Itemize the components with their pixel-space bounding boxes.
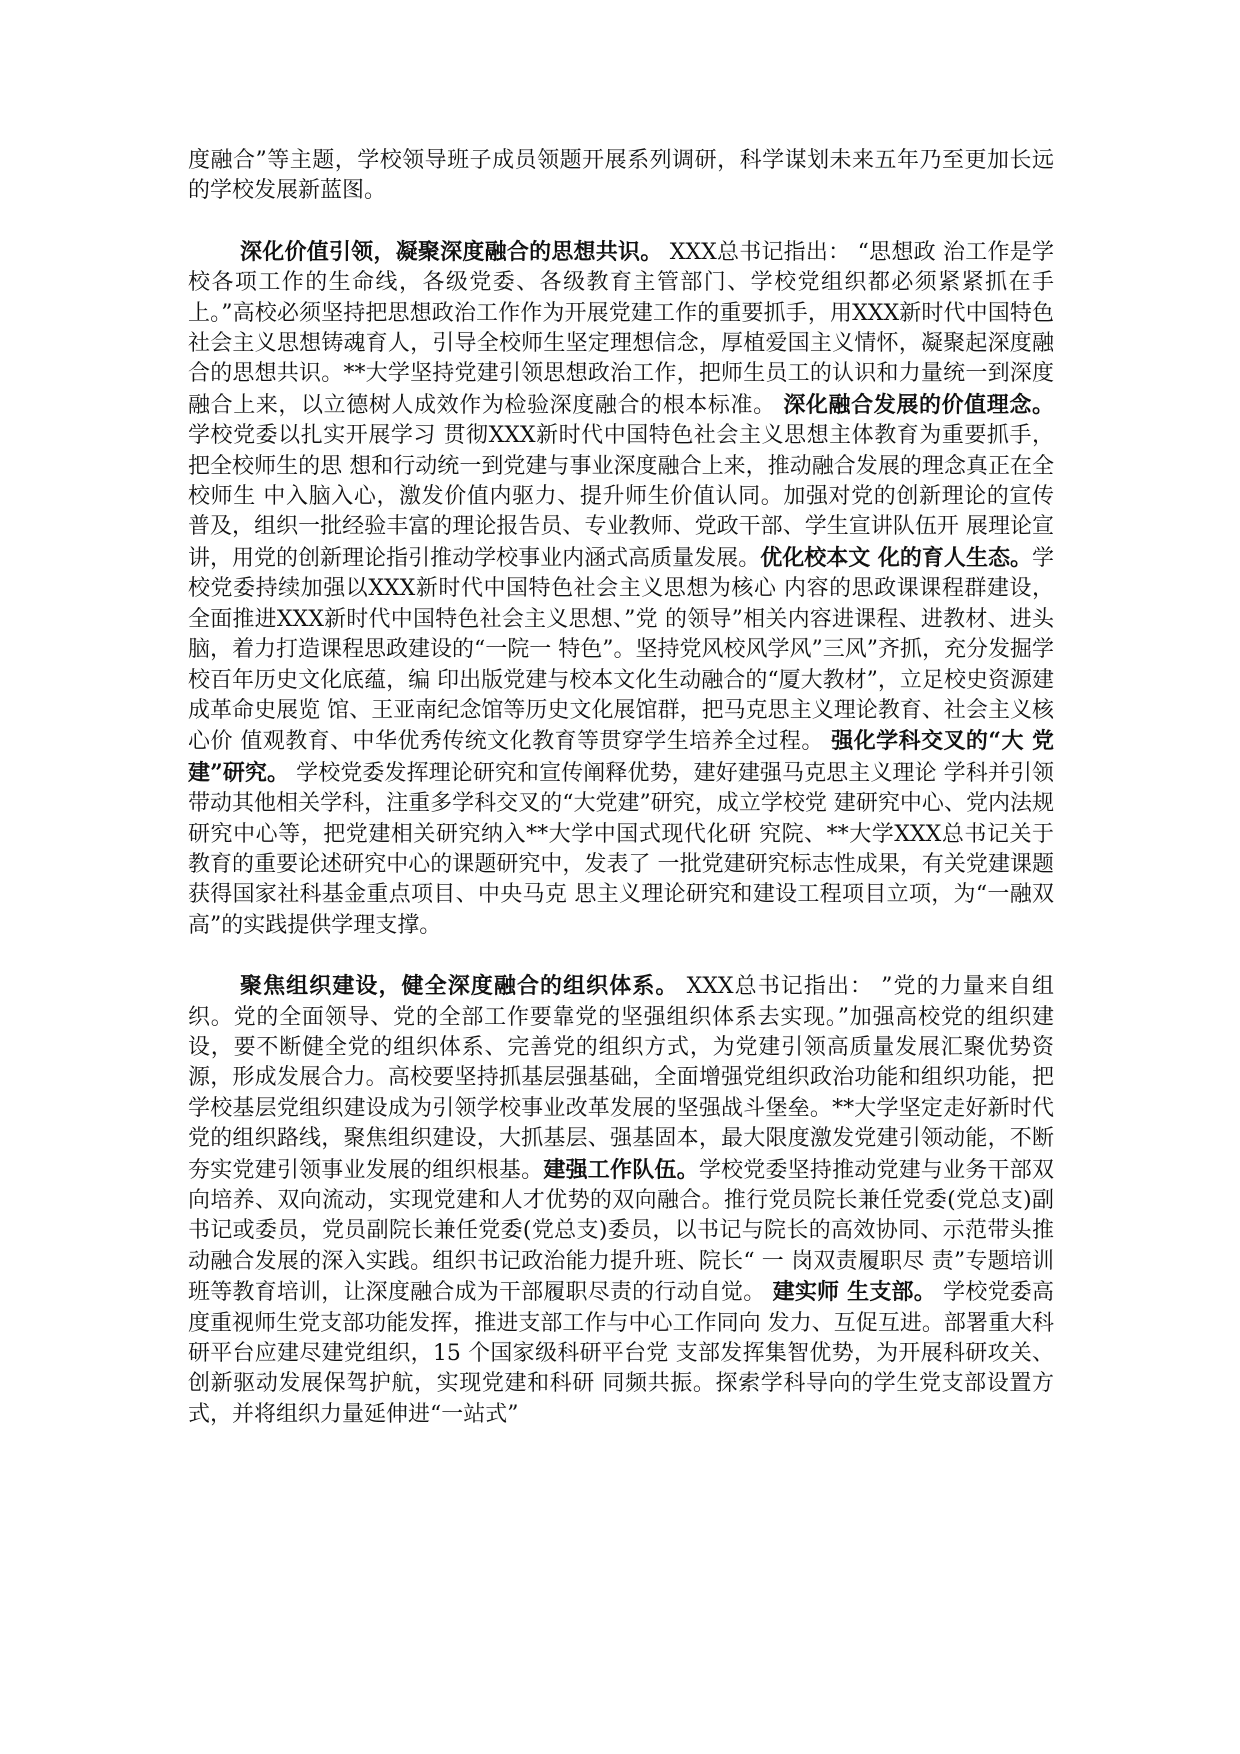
section-heading: 深化融合发展的价值理念。 bbox=[783, 391, 1054, 418]
paragraph-continuation bbox=[188, 146, 1054, 207]
section-heading: 强化学科交叉的“大 党建”研究。 bbox=[188, 728, 1054, 786]
paragraph-text: XXX总书记指出： “思想政 治工作是学校各项工作的生命线，各级党委、各级教育主管部门、学校党组织都必须紧紧抓在手上。”高校必须坚持把思想政治工作作为开展党建工作的重要抓手，用XXX新时代中国特色社会主义思想铸魂育人，引导全校师生坚定理想信念，厚植爱国主义情怀，凝聚起深度融合的思想共识。**大学坚持党建引领思想政治工作，把师生员工的认识和力量统一到深度融合上来，以立德树人成效作为检验深度融合的根本标准。 bbox=[188, 239, 1054, 418]
paragraph-text: 学校党委高度重视师生党支部功能发挥，推进支部工作与中心工作同向 发力、互促互进。部署重大科研平台应建尽建党组织，15 个国家级科研平台党 支部发挥集智优势，为开展科研攻关、创新驱动发展保驾护航，实现党建和科研 同频共振。探索学科导向的学生党支部设置方式，并将组织力量延伸进“一站式” bbox=[188, 1280, 1054, 1427]
section-heading: 建实师 生支部。 bbox=[772, 1279, 936, 1306]
paragraph-text: 度融合”等主题，学校领导班子成员领题开展系列调研，科学谋划未来五年乃至更加长远的学校发展新蓝图。 bbox=[188, 148, 1054, 204]
document-body bbox=[188, 146, 1054, 1430]
paragraph-text: 学校党委持续加强以XXX新时代中国特色社会主义思想为核心 内容的思政课课程群建设，全面推进XXX新时代中国特色社会主义思想、”党 的领导”相关内容进课程、进教材、进头脑，着力打造课程思政建设的“一院一 特色”。坚持党风校风学风”三风”齐抓，充分发掘学校百年历史文化底蕴，编 印出版党建与校本文化生动融合的“厦大教材”，立足校史资源建成革命史展览 馆、王亚南纪念馆等历史文化展馆群，把马克思主义理论教育、社会主义核心价 值观教育、中华优秀传统文化教育等贯穿学生培养全过程。 bbox=[188, 545, 1054, 755]
paragraph-text: XXX总书记指出： ”党的力量来自组织。党的全面领导、党的全部工作要靠党的坚强组织体系去实现。”加强高校党的组织建设，要不断健全党的组织体系、完善党的组织方式，为党建引领高质量发展汇聚优势资源，形成发展合力。高校要坚持抓基层强基础，全面增强党组织政治功能和组织功能，把学校基层党组织建设成为引领学校事业改革发展的坚强战斗堡垒。**大学坚定走好新时代党的组织路线，聚焦组织建设，大抓基层、强基固本，最大限度激发党建引领动能，不断夯实党建引领事业发展的组织根基。 bbox=[188, 974, 1054, 1183]
section-heading: 建强工作队伍。 bbox=[543, 1156, 699, 1183]
paragraph-text: 学校党委坚持推动党建与业务干部双向培养、双向流动，实现党建和人才优势的双向融合。推行党员院长兼任党委(党总支)副书记或委员，党员副院长兼任党委(党总支)委员，以书记与院长的高效协同、示范带头推动融合发展的深入实践。组织书记政治能力提升班、院长“ 一 岗双责履职尽 责”专题培训班等教育培训，让深度融合成为干部履职尽责的行动自觉。 bbox=[188, 1157, 1054, 1306]
section-heading: 深化价值引领，凝聚深度融合的思想共识。 bbox=[240, 238, 663, 265]
section-heading: 聚焦组织建设，健全深度融合的组织体系。 bbox=[240, 973, 679, 1000]
paragraph-value-guidance bbox=[188, 237, 1054, 941]
paragraph-organization-building bbox=[188, 971, 1054, 1430]
paragraph-text: 学校党委发挥理论研究和宣传阐释优势，建好建强马克思主义理论 学科并引领带动其他相关学科，注重多学科交叉的“大党建”研究，成立学校党 建研究中心、党内法规研究中心等，把党建相关研究纳入**大学中国式现代化研 究院、**大学XXX总书记关于教育的重要论述研究中心的课题研究中，发表了 一批党建研究标志性成果，有关党建课题获得国家社科基金重点项目、中央马克 思主义理论研究和建设工程项目立项，为“一融双高”的实践提供学理支撑。 bbox=[188, 760, 1054, 938]
section-heading: 优化校本文 化的育人生态。 bbox=[760, 544, 1032, 571]
paragraph-text: 学校党委以扎实开展学习 贯彻XXX新时代中国特色社会主义思想主体教育为重要抓手，把全校师生的思 想和行动统一到党建与事业深度融合上来，推动融合发展的理念真正在全校师生 中入脑入心，激发价值内驱力、提升师生价值认同。加强对党的创新理论的宣传 普及，组织一批经验丰富的理论报告员、专业教师、党政干部、学生宣讲队伍开 展理论宣讲，用党的创新理论指引推动学校事业内涵式高质量发展。 bbox=[188, 423, 1054, 571]
